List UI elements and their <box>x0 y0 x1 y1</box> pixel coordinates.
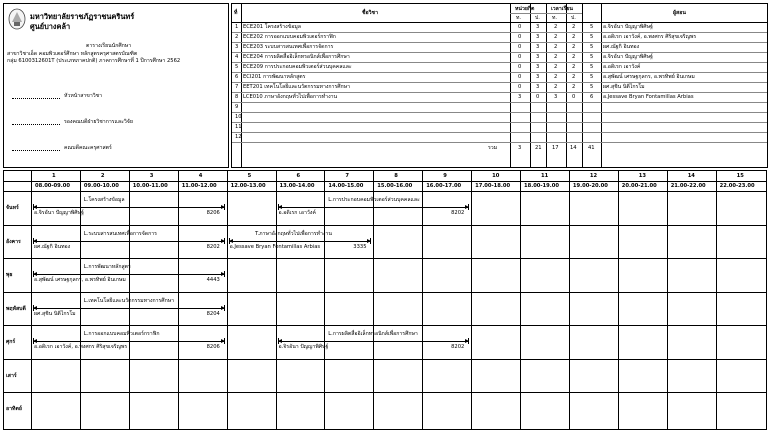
table-cell-credit-t: 0 <box>518 54 522 60</box>
class-room: 8204 <box>206 310 220 317</box>
table-header-th: ท. <box>552 15 558 21</box>
timetable-period-number: 3 <box>149 173 154 179</box>
timetable-period-time: 21.00-22.00 <box>670 183 706 189</box>
class-title: L.การผลิตสื่ออิเล็กทรอนิกส์เพื่อการศึกษา <box>328 331 418 337</box>
timetable-col-line <box>569 171 570 429</box>
table-total-label: รวม <box>488 145 498 151</box>
table-cell-hour-t: 2 <box>554 84 558 90</box>
timetable-col-line <box>520 171 521 429</box>
class-teacher: ผศ.ณัฐกิ อินทอง <box>34 243 71 250</box>
table-row-line <box>232 32 767 33</box>
table-row-line <box>232 72 767 73</box>
table-cell-credit-t: 3 <box>518 94 522 100</box>
table-header-t: ท. <box>516 15 522 21</box>
table-cell-hour-p: 2 <box>572 54 576 60</box>
timetable-header-line <box>4 191 766 192</box>
table-cell-no: 9 <box>235 104 239 110</box>
timetable-day-col-line <box>31 171 32 429</box>
timetable-period-number: 6 <box>296 173 301 179</box>
table-cell-total: 5 <box>590 64 594 70</box>
class-teacher: ผศ.สุชิน นิติไกรโม <box>34 310 76 317</box>
timetable-col-line <box>276 171 277 429</box>
table-cell-credit-p: 3 <box>536 64 540 70</box>
table-cell-no: 12 <box>235 134 242 140</box>
timetable-period-time: 17.00-18.00 <box>475 183 511 189</box>
table-cell-name: ECI201 การพัฒนาหลักสูตร <box>243 74 306 80</box>
timetable-row-line <box>4 359 766 360</box>
table-cell-name: LCE010 ภาษาอังกฤษทั่วไปเพื่อการทำงาน <box>243 94 338 100</box>
timetable-period-time: 11.00-12.00 <box>181 183 217 189</box>
table-total-hour-p: 14 <box>570 145 577 151</box>
timetable-day-label: อังคาร <box>6 238 21 245</box>
table-cell-hour-t: 2 <box>554 64 558 70</box>
university-logo <box>6 8 28 30</box>
timetable-period-time: 13.00-14.00 <box>279 183 315 189</box>
table-cell-credit-t: 0 <box>518 34 522 40</box>
timetable-period-number: 9 <box>443 173 447 179</box>
timetable-period-number: 10 <box>492 173 500 179</box>
table-cell-credit-p: 3 <box>536 34 540 40</box>
table-cell-credit-p: 3 <box>536 44 540 50</box>
class-span-end <box>224 305 225 311</box>
timetable-period-number: 14 <box>687 173 695 179</box>
class-span-arrow <box>34 308 224 309</box>
table-cell-no: 5 <box>235 64 239 70</box>
table-cell-total: 5 <box>590 54 594 60</box>
class-span-arrow <box>34 274 224 275</box>
table-cell-total: 5 <box>590 84 594 90</box>
table-header-name: ชื่อวิชา <box>362 10 378 16</box>
table-cell-hour-t: 3 <box>554 94 558 100</box>
class-teacher: อ.อดิเรก เอาวังค์ <box>278 210 316 216</box>
table-row-line <box>232 52 767 53</box>
signature-line <box>12 124 60 125</box>
table-cell-teacher: อ.อดิเรก เอาวังค์, อ.พงศกร ศิริสุขเจริญพร <box>603 34 697 40</box>
timetable-period-time: 12.00-13.00 <box>230 183 266 189</box>
timetable-period-time: 14.00-15.00 <box>328 183 364 189</box>
table-total-sum: 41 <box>588 145 595 151</box>
table-cell-credit-p: 3 <box>536 54 540 60</box>
table-cell-credit-p: 3 <box>536 74 540 80</box>
timetable-period-number: 4 <box>198 173 203 179</box>
table-cell-no: 1 <box>235 24 239 30</box>
class-teacher: อ.จิรอันา ปัญญาพิศิษฐ์ <box>34 210 84 216</box>
timetable-period-number: 5 <box>247 173 252 179</box>
signature-line <box>12 150 60 151</box>
class-title: L.การประกอบคอมพิวเตอร์ส่วนบุคคลและ <box>328 197 420 203</box>
class-span-end <box>224 204 225 210</box>
table-cell-teacher: ผศ.ณัฐกิ อินทอง <box>603 44 640 50</box>
timetable-period-number: 11 <box>541 173 549 179</box>
timetable-day-label: ศุกร์ <box>6 339 16 345</box>
table-cell-teacher: ผศ.สุชิน นิติไกรโม <box>603 84 645 90</box>
timetable-row-line <box>4 325 766 326</box>
timetable-period-time: 19.00-20.00 <box>572 183 608 189</box>
class-room: 4443 <box>206 277 220 283</box>
table-row-line <box>232 102 767 103</box>
table-cell-name: ECE203 ระบบสารสนเทศเพื่อการจัดการ <box>243 44 334 50</box>
class-teacher: อ.จิรอันา ปัญญาพิศิษฐ์ <box>278 344 329 350</box>
class-span-arrow <box>34 341 224 342</box>
course-table <box>231 3 768 168</box>
table-cell-credit-t: 0 <box>518 64 522 70</box>
class-room: 8206 <box>206 344 220 350</box>
doc-title: ตารางเรียนนักศึกษา <box>86 43 132 49</box>
table-cell-teacher: อ.จิรอันา ปัญญาพิศิษฐ์ <box>603 24 653 30</box>
class-room: 8202 <box>451 210 465 216</box>
table-cell-credit-t: 0 <box>518 24 522 30</box>
signature-title-1: หัวหน้าสาขาวิชา <box>64 93 103 99</box>
table-cell-teacher: อ.Jessave Bryan Fontamillas Arbias <box>603 94 694 100</box>
timetable-period-number: 15 <box>736 173 744 179</box>
timetable-col-line <box>422 171 423 429</box>
table-cell-teacher: อ.สุพัฒน์ เศรษฐกุลกร, อ.พรทิพย์ อินเกษม <box>603 74 695 80</box>
class-room: 8202 <box>206 243 220 250</box>
class-span-arrow <box>279 207 469 208</box>
timetable-period-number: 7 <box>345 173 350 179</box>
class-title: L.โครงสร้างข้อมูล <box>83 197 125 203</box>
table-cell-hour-p: 2 <box>572 84 576 90</box>
table-cell-hour-p: 2 <box>572 74 576 80</box>
table-header-pr: ป. <box>571 15 576 21</box>
class-span-end <box>224 338 225 344</box>
timetable-col-line <box>227 171 228 429</box>
table-header-hours: เวลาเรียน <box>551 6 573 12</box>
table-cell-credit-p: 3 <box>536 84 540 90</box>
table-row-line <box>232 62 767 63</box>
table-cell-name: EET201 เทคโนโลยีและนวัตกรรมทางการศึกษา <box>243 84 351 90</box>
signature-title-2: รองคณบดีฝ่ายวิชาการและวิจัย <box>64 119 133 125</box>
table-cell-no: 10 <box>235 114 242 120</box>
timetable-period-number: 13 <box>638 173 647 179</box>
class-title: L.เทคโนโลยีและนวัตกรรมทางการศึกษา <box>83 297 175 304</box>
class-title: T.ภาษาอังกฤษทั่วไปเพื่อการทำงาน <box>254 230 332 237</box>
table-cell-total: 6 <box>590 94 594 100</box>
table-row-line <box>232 42 767 43</box>
table-cell-hour-t: 2 <box>554 24 558 30</box>
table-cell-credit-t: 0 <box>518 74 522 80</box>
group-line: กลุ่ม 6100312601T (ประเภทภาคปกติ) ภาคการศึกษาที่ 1 ปีการศึกษา 2562 <box>7 58 181 64</box>
table-row-line <box>232 112 767 113</box>
table-cell-credit-t: 0 <box>518 84 522 90</box>
timetable-period-number: 1 <box>52 173 56 179</box>
table-cell-total: 5 <box>590 34 594 40</box>
timetable-day-label: พุธ <box>6 272 13 278</box>
class-span-arrow <box>34 241 224 242</box>
table-total-hour-t: 17 <box>552 145 559 151</box>
table-cell-total: 5 <box>590 44 594 50</box>
table-cell-name: ECE201 โครงสร้างข้อมูล <box>243 24 301 30</box>
table-cell-hour-p: 2 <box>572 24 576 30</box>
university-name: มหาวิทยาลัยราชภัฏราชนครินทร์ <box>30 12 135 21</box>
timetable-day-label: อาทิตย์ <box>6 406 22 412</box>
timetable-day-label: พฤหัสบดี <box>6 305 26 312</box>
class-room: 3335 <box>353 243 367 250</box>
class-span-arrow <box>34 207 224 208</box>
class-teacher: อ.อดิเรก เอาวังค์, อ.พงศกร ศิริสุขเจริญพร <box>34 344 128 350</box>
program-line: สาขาวิชาเอ็ด คอมพิวเตอร์ศึกษา หลักสูตรครุศาสตรบัณฑิต <box>7 51 138 57</box>
class-room: 8206 <box>206 210 220 216</box>
table-total-credit-p: 21 <box>535 145 542 151</box>
table-cell-hour-p: 0 <box>572 94 576 100</box>
table-cell-hour-t: 2 <box>554 44 558 50</box>
table-cell-no: 11 <box>235 124 242 130</box>
timetable-col-line <box>324 171 325 429</box>
timetable-col-line <box>178 171 179 429</box>
table-cell-name: ECE209 การประกอบคอมพิวเตอร์ส่วนบุคคลและ <box>243 64 352 70</box>
table-cell-total: 5 <box>590 24 594 30</box>
table-header-credits: หน่วยกิต <box>515 6 535 12</box>
table-row-line <box>232 122 767 123</box>
timetable-col-line <box>716 171 717 429</box>
timetable-period-time: 15.00-16.00 <box>377 183 413 189</box>
class-span-end <box>468 338 469 344</box>
timetable-row-line <box>4 392 766 393</box>
class-title: L.ระบบสารสนเทศเพื่อการจัดการ <box>83 230 157 237</box>
timetable-period-time: 10.00-11.00 <box>132 183 168 189</box>
table-cell-no: 7 <box>235 84 239 90</box>
table-cell-credit-p: 0 <box>536 94 540 100</box>
timetable-header-line <box>4 181 766 182</box>
class-title: L.การพัฒนาหลักสูตร <box>83 264 131 270</box>
table-cell-no: 6 <box>235 74 239 80</box>
class-span-end <box>370 238 371 244</box>
timetable-period-time: 18.00-19.00 <box>524 183 559 189</box>
table-cell-teacher: อ.อดิเรก เอาวังค์ <box>603 64 641 70</box>
table-total-credit-t: 3 <box>518 145 522 151</box>
timetable-period-time: 08.00-09.00 <box>35 183 70 189</box>
table-cell-hour-p: 2 <box>572 64 576 70</box>
table-header-line <box>232 22 767 23</box>
table-cell-hour-t: 2 <box>554 74 558 80</box>
table-cell-hour-p: 2 <box>572 34 576 40</box>
table-row-line <box>232 92 767 93</box>
class-span-end <box>224 238 225 244</box>
class-span-arrow <box>230 241 371 242</box>
timetable-col-line <box>618 171 619 429</box>
table-row-line <box>232 82 767 83</box>
table-cell-total: 5 <box>590 74 594 80</box>
table-header-p: ป. <box>535 15 540 21</box>
class-span-end <box>224 271 225 277</box>
class-room: 8202 <box>451 344 465 350</box>
table-subheader-line <box>510 13 582 14</box>
class-span-end <box>468 204 469 210</box>
timetable-period-time: 20.00-21.00 <box>621 183 657 189</box>
timetable-period-number: 12 <box>589 173 598 179</box>
campus-name: ศูนย์บางคล้า <box>30 22 71 31</box>
timetable-day-label: เสาร์ <box>6 372 17 379</box>
table-cell-credit-t: 0 <box>518 44 522 50</box>
timetable-period-time: 22.00-23.00 <box>719 183 755 189</box>
signature-title-3: คณบดีคณะครุศาสตร์ <box>64 145 112 151</box>
table-header-no: ที่ <box>234 10 238 16</box>
table-cell-no: 3 <box>235 44 239 50</box>
timetable-col-line <box>373 171 374 429</box>
timetable-day-label: จันทร์ <box>6 205 19 211</box>
timetable-period-time: 09.00-10.00 <box>83 183 119 189</box>
table-cell-credit-p: 3 <box>536 24 540 30</box>
table-cell-no: 4 <box>235 54 239 60</box>
table-cell-name: ECE204 การผลิตสื่ออิเล็กทรอนิกส์เพื่อการศึกษา <box>243 54 350 60</box>
timetable-row-line <box>4 292 766 293</box>
table-header-teacher: ผู้สอน <box>673 10 686 16</box>
weekly-timetable <box>3 170 767 430</box>
class-span-arrow <box>279 341 469 342</box>
class-title: L.การออกแบบคอมพิวเตอร์กราฟิก <box>83 331 160 337</box>
timetable-period-time: 16.00-17.00 <box>426 183 462 189</box>
timetable-period-number: 8 <box>394 173 398 179</box>
table-cell-no: 2 <box>235 34 239 40</box>
table-cell-hour-t: 2 <box>554 34 558 40</box>
class-teacher: อ.Jessave Bryan Fontamillas Arbias <box>229 243 321 250</box>
table-row-line <box>232 132 767 133</box>
timetable-row-line <box>4 258 766 259</box>
timetable-col-line <box>471 171 472 429</box>
class-teacher: อ.สุพัฒน์ เศรษฐกุลกร, อ.พรทิพย์ อินเกษม <box>34 277 126 283</box>
table-cell-teacher: อ.จิรอันา ปัญญาพิศิษฐ์ <box>603 54 653 60</box>
table-cell-hour-p: 2 <box>572 44 576 50</box>
signature-line <box>12 98 60 99</box>
table-cell-hour-t: 2 <box>554 54 558 60</box>
table-row-line <box>232 142 767 143</box>
table-cell-name: ECE202 การออกแบบคอมพิวเตอร์กราฟิก <box>243 34 336 40</box>
table-cell-no: 8 <box>235 94 239 100</box>
timetable-row-line <box>4 225 766 226</box>
timetable-period-number: 2 <box>100 173 105 179</box>
timetable-col-line <box>667 171 668 429</box>
